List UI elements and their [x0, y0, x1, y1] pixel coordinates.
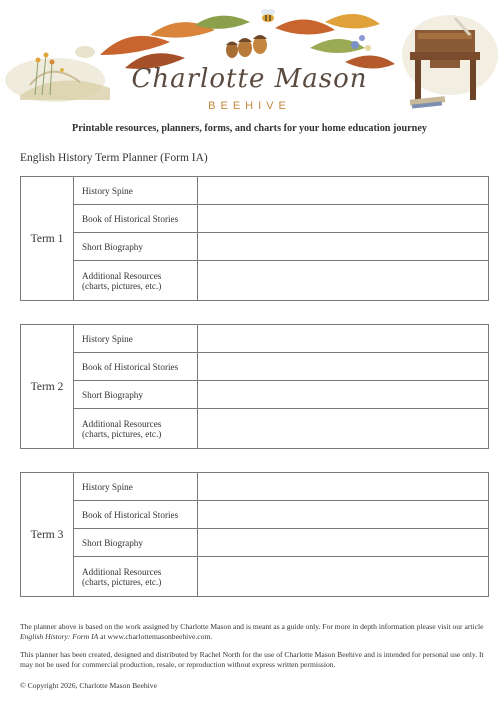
writing-desk-icon: [402, 15, 498, 109]
row-label-short-biography: Short Biography: [74, 233, 198, 261]
history-spine-entry[interactable]: [198, 473, 489, 501]
tagline: Printable resources, planners, forms, and charts for your home education journey: [72, 123, 427, 134]
brand-title: Charlotte Mason: [131, 64, 368, 94]
footer-note-text: The planner above is based on the work assigned by Charlotte Mason and is meant as a guide only. For more in depth information please visit our article: [20, 622, 484, 631]
footer-copyright: © Copyright 2026, Charlotte Mason Beehive: [20, 681, 157, 690]
bee-icon: [261, 9, 275, 22]
row-label-historical-stories: Book of Historical Stories: [74, 501, 198, 529]
additional-resources-note: (charts, pictures, etc.): [82, 576, 162, 587]
term-label: Term 2: [21, 325, 74, 449]
row-label-historical-stories: Book of Historical Stories: [74, 205, 198, 233]
row-label-short-biography: Short Biography: [74, 381, 198, 409]
row-label-additional-resources: [74, 557, 198, 597]
row-label-history-spine: History Spine: [74, 473, 198, 501]
additional-resources-entry[interactable]: [198, 557, 489, 597]
term-3-table: [20, 472, 489, 597]
short-biography-entry[interactable]: [198, 233, 489, 261]
footer-guide-note: [20, 622, 490, 642]
short-biography-entry[interactable]: [198, 529, 489, 557]
row-label-short-biography: Short Biography: [74, 529, 198, 557]
history-spine-entry[interactable]: [198, 325, 489, 353]
row-label-history-spine: History Spine: [74, 177, 198, 205]
additional-resources-entry[interactable]: [198, 409, 489, 449]
additional-resources-label: Additional Resources: [82, 270, 162, 281]
footer-note-url: at www.charlottemasonbeehive.com.: [98, 632, 213, 641]
footer-rights-note: This planner has been created, designed and distributed by Rachel North for the use of Charlotte Mason Beehive and is intended for personal use only. It may not be used for commercial production, resale, or reproduction without express written permission.: [20, 650, 484, 669]
term-label: Term 3: [21, 473, 74, 597]
historical-stories-entry[interactable]: [198, 353, 489, 381]
row-label-historical-stories: Book of Historical Stories: [74, 353, 198, 381]
history-spine-entry[interactable]: [198, 177, 489, 205]
term-label: Term 1: [21, 177, 74, 301]
page-title: English History Term Planner (Form IA): [20, 152, 208, 164]
row-label-history-spine: History Spine: [74, 325, 198, 353]
brand-subtitle: BEEHIVE: [208, 100, 291, 112]
article-link[interactable]: English History: Form IA: [20, 632, 99, 641]
acorn-cluster-icon: [226, 35, 267, 58]
short-biography-entry[interactable]: [198, 381, 489, 409]
term-1-table: [20, 176, 489, 301]
historical-stories-entry[interactable]: [198, 205, 489, 233]
additional-resources-note: (charts, pictures, etc.): [82, 280, 162, 291]
additional-resources-note: (charts, pictures, etc.): [82, 428, 162, 439]
row-label-additional-resources: [74, 261, 198, 301]
additional-resources-label: Additional Resources: [82, 418, 162, 429]
historical-stories-entry[interactable]: [198, 501, 489, 529]
additional-resources-entry[interactable]: [198, 261, 489, 301]
term-2-table: [20, 324, 489, 449]
row-label-additional-resources: [74, 409, 198, 449]
additional-resources-label: Additional Resources: [82, 566, 162, 577]
